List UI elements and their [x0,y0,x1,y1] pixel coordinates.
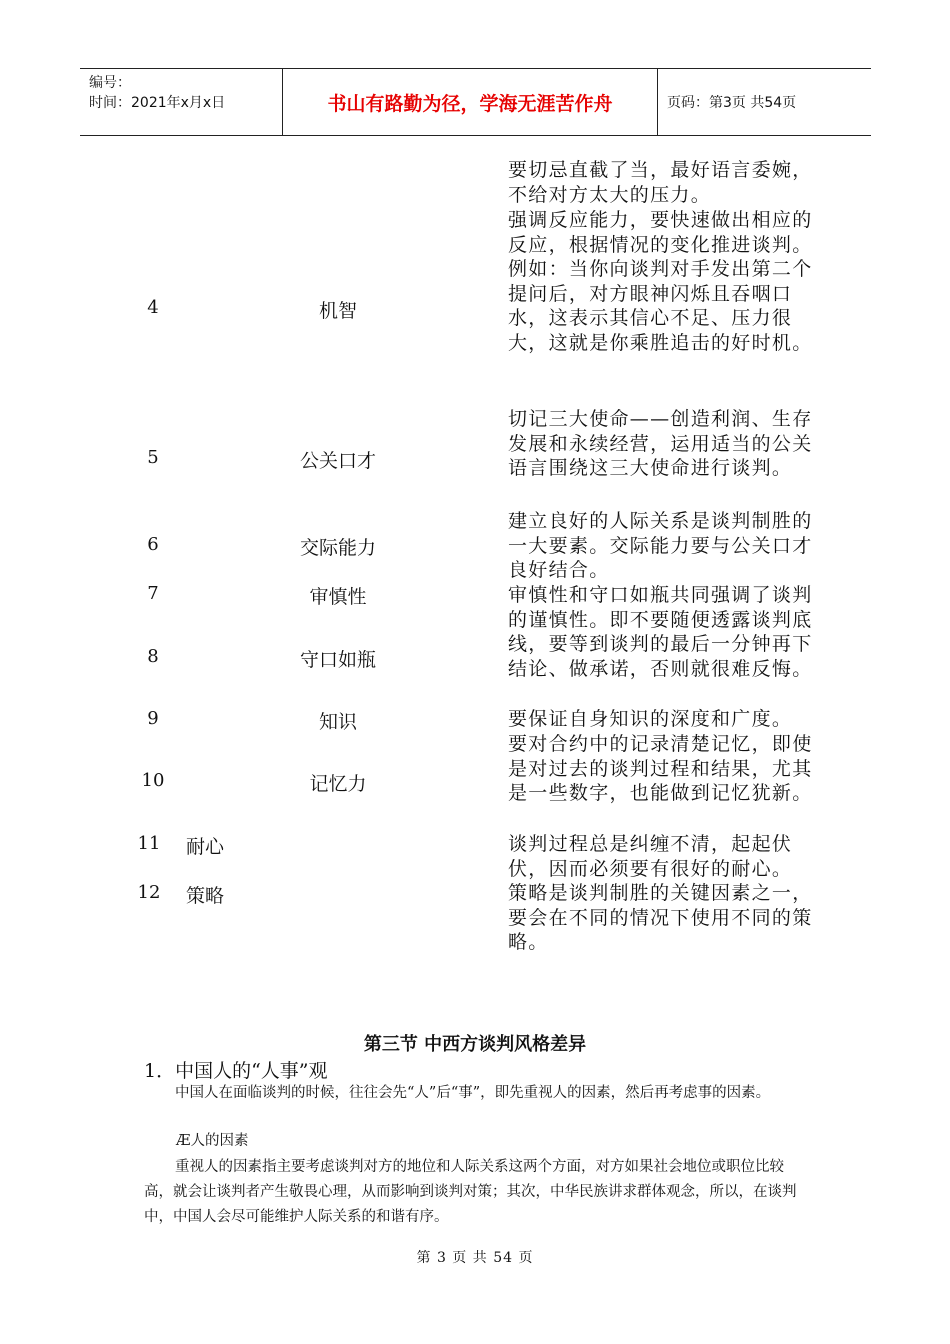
row-name-5: 公关口才 [299,450,376,472]
section-subheading: 1．中国人的“人事”观 [144,1060,328,1082]
section-title: 第三节 中西方谈判风格差异 [363,1034,587,1055]
date-label: 时间：2021年x月x日 [89,95,226,111]
row-desc-5: 切记三大使命——创造利润、生存发展和永续经营，运用适当的公关语言围绕这三大使命进行谈判。 [508,408,813,479]
bullet-heading: Æ人的因素 [176,1133,249,1149]
row-number-11: 11 [137,833,161,854]
row-desc-10: 要对合约中的记录清楚记忆，即使是对过去的谈判过程和结果，尤其是一些数字，也能做到记忆犹新。 [508,733,813,804]
row-number-8: 8 [147,646,159,667]
row-name-10: 记忆力 [309,773,367,795]
serial-label: 编号： [89,75,131,91]
row-name-11: 耐心 [186,836,225,858]
page-footer: 第 3 页 共 54 页 [416,1250,534,1266]
row-name-7: 审慎性 [309,586,367,608]
row-number-12: 12 [137,882,161,903]
row-name-6: 交际能力 [299,537,376,559]
row-number-6: 6 [147,534,159,555]
header-meta-cell [80,69,283,135]
section-paragraph-1: 中国人在面临谈判的时候，往往会先“人”后“事”，即先重视人的因素，然后再考虑事的因素。 [175,1085,771,1101]
row-name-8: 守口如瓶 [299,649,376,671]
row-desc-7: 审慎性和守口如瓶共同强调了谈判的谨慎性。即不要随便透露谈判底线，要等到谈判的最后一分钟再下结论、做承诺，否则就很难反悔。 [508,584,813,680]
row-number-4: 4 [147,297,159,318]
header-page-label: 页码：第3页 共54页 [667,95,797,111]
row-desc-4: 强调反应能力，要快速做出相应的反应，根据情况的变化推进谈判。例如：当你向谈判对手发出第二个提问后，对方眼神闪烁且吞咽口水，这表示其信心不足、压力很大，这就是你乘胜追击的好时机。 [508,209,813,354]
row-number-10: 10 [141,770,165,791]
row-name-4: 机智 [318,300,357,322]
continued-description: 要切忌直截了当，最好语言委婉，不给对方太大的压力。 [508,159,813,206]
row-name-9: 知识 [318,711,357,733]
row-desc-11: 谈判过程总是纠缠不清，起起伏伏，因而必须要有很好的耐心。 [508,833,793,880]
row-number-7: 7 [147,583,159,604]
row-desc-12: 策略是谈判制胜的关键因素之一，要会在不同的情况下使用不同的策略。 [508,882,813,953]
row-number-9: 9 [147,708,159,729]
row-desc-9: 要保证自身知识的深度和广度。 [508,708,793,730]
section-paragraph-2: 重视人的因素指主要考虑谈判对方的地位和人际关系这两个方面，对方如果社会地位或职位比较高，就会让谈判者产生敬畏心理，从而影响到谈判对策；其次，中华民族讲求群体观念，所以，在谈判中，中国人会尽可能维护人际关系的和谐有序。 [144,1159,797,1225]
header-motto: 书山有路勤为径，学海无涯苦作舟 [283,69,658,135]
document-header [80,68,871,136]
row-number-5: 5 [147,447,159,468]
row-desc-6: 建立良好的人际关系是谈判制胜的一大要素。交际能力要与公关口才良好结合。 [508,510,813,581]
row-name-12: 策略 [186,885,225,907]
